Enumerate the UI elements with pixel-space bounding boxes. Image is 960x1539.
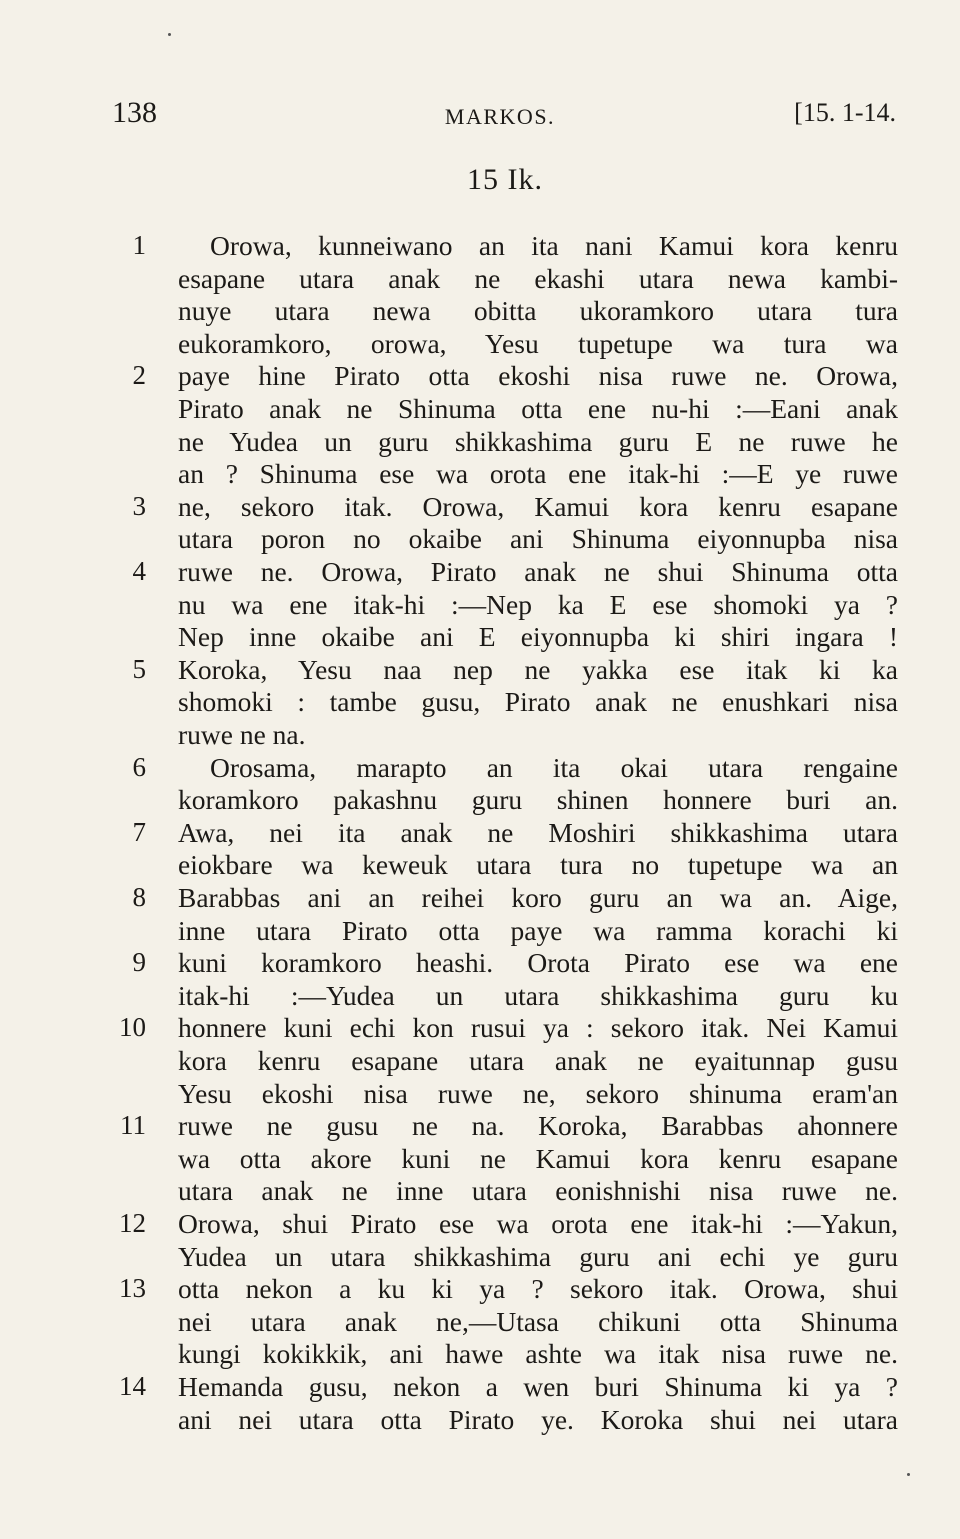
line-text: ruwe ne gusu ne na. Koroka, Barabbas ahonnere: [178, 1110, 898, 1142]
text-line: [0, 229, 960, 262]
line-text: paye hine Pirato otta ekoshi nisa ruwe ne. Orowa,: [178, 360, 898, 392]
line-text: otta nekon a ku ki ya ? sekoro itak. Orowa, shui: [178, 1273, 898, 1305]
verse-number: 13: [119, 1273, 146, 1304]
line-text: wa otta akore kuni ne Kamui kora kenru esapane: [178, 1142, 898, 1174]
line-text: Nep inne okaibe ani E eiyonnupba ki shiri ingara !: [178, 621, 898, 653]
verse-number: 2: [132, 360, 146, 391]
text-line: [0, 1174, 960, 1207]
line-text: ani nei utara otta Pirato ye. Koroka shui nei utara: [178, 1403, 898, 1435]
text-line: [0, 490, 960, 523]
line-text: Awa, nei ita anak ne Moshiri shikkashima utara: [178, 816, 898, 848]
line-text: itak-hi :—Yudea un utara shikkashima guru ku: [178, 979, 898, 1011]
text-line: [0, 294, 960, 327]
book-title: MARKOS.: [444, 104, 556, 129]
text-line: [0, 392, 960, 425]
line-text: shomoki : tambe gusu, Pirato anak ne enushkari nisa: [178, 686, 898, 718]
line-text: kungi kokikkik, ani hawe ashte wa itak nisa ruwe ne.: [178, 1338, 898, 1370]
line-text: Orowa, shui Pirato ese wa orota ene itak-hi :—Yakun,: [178, 1208, 898, 1239]
text-line: [0, 751, 960, 784]
chapter-heading: 15 Ik.: [467, 163, 543, 196]
text-line: [0, 881, 960, 914]
text-line: [0, 1337, 960, 1370]
line-text: ruwe ne na.: [178, 719, 306, 750]
line-text: nu wa ene itak-hi :—Nep ka E ese shomoki ya ?: [178, 588, 898, 620]
margin-speck: [907, 1473, 910, 1476]
verse-number: 12: [119, 1208, 146, 1238]
text-line: [0, 620, 960, 653]
text-line: [0, 979, 960, 1012]
text-line: [0, 522, 960, 555]
line-text: kora kenru esapane utara anak ne eyaitunnap gusu: [178, 1045, 898, 1076]
line-text: Barabbas ani an reihei koro guru an wa an. Aige,: [178, 882, 898, 913]
text-line: [0, 1011, 960, 1044]
line-text: Orowa, kunneiwano an ita nani Kamui kora kenru: [210, 230, 898, 261]
line-text: Yudea un utara shikkashima guru ani echi ye guru: [178, 1240, 898, 1272]
text-line: [0, 359, 960, 392]
text-line: [0, 914, 960, 947]
line-text: honnere kuni echi kon rusui ya : sekoro itak. Nei Kamui: [178, 1012, 898, 1044]
line-text: nuye utara newa obitta ukoramkoro utara tura: [178, 295, 898, 327]
line-text: ruwe ne. Orowa, Pirato anak ne shui Shinuma otta: [178, 556, 898, 587]
line-text: nei utara anak ne,—Utasa chikuni otta Shinuma: [178, 1305, 898, 1337]
text-line: [0, 653, 960, 686]
line-text: Orosama, marapto an ita okai utara rengaine: [210, 751, 898, 783]
line-text: an ? Shinuma ese wa orota ene itak-hi :—E ye ruwe: [178, 458, 898, 490]
text-line: [0, 1044, 960, 1077]
text-line: [0, 946, 960, 979]
text-line: [0, 1109, 960, 1142]
line-text: Koroka, Yesu naa nep ne yakka ese itak ki ka: [178, 653, 898, 685]
verse-number: 14: [119, 1371, 146, 1401]
text-line: [0, 425, 960, 458]
text-line: [0, 327, 960, 360]
text-line: [0, 1370, 960, 1403]
line-text: ne, sekoro itak. Orowa, Kamui kora kenru esapane: [178, 490, 898, 522]
margin-speck: [168, 33, 171, 36]
text-line: [0, 555, 960, 588]
text-line: [0, 1272, 960, 1305]
verse-number: 1: [132, 230, 146, 260]
line-text: esapane utara anak ne ekashi utara newa kambi-: [178, 262, 898, 294]
line-text: ne Yudea un guru shikkashima guru E ne ruwe he: [178, 425, 898, 457]
line-text: utara anak ne inne utara eonishnishi nisa ruwe ne.: [178, 1175, 898, 1207]
text-line: [0, 816, 960, 849]
line-text: Hemanda gusu, nekon a wen buri Shinuma ki ya ?: [178, 1371, 898, 1402]
verse-number: 3: [132, 490, 146, 521]
line-text: utara poron no okaibe ani Shinuma eiyonnupba nisa: [178, 523, 898, 555]
text-line: [0, 718, 960, 751]
verse-number: 6: [132, 751, 146, 782]
line-text: eukoramkoro, orowa, Yesu tupetupe wa tura wa: [178, 327, 898, 359]
verse-number: 4: [132, 556, 146, 586]
text-line: [0, 1077, 960, 1110]
verse-number: 9: [132, 947, 146, 978]
verse-number: 7: [132, 816, 146, 847]
line-text: inne utara Pirato otta paye wa ramma korachi ki: [178, 914, 898, 946]
text-line: [0, 685, 960, 718]
line-text: Yesu ekoshi nisa ruwe ne, sekoro shinuma eram'an: [178, 1077, 898, 1109]
text-line: [0, 1240, 960, 1273]
text-line: [0, 848, 960, 881]
text-line: [0, 1403, 960, 1436]
verse-number: 8: [132, 882, 146, 912]
text-line: [0, 1207, 960, 1240]
text-line: [0, 262, 960, 295]
text-line: [0, 1142, 960, 1175]
line-text: kuni koramkoro heashi. Orota Pirato ese wa ene: [178, 947, 898, 979]
line-text: Pirato anak ne Shinuma otta ene nu-hi :—Eani anak: [178, 393, 898, 424]
line-text: eiokbare wa keweuk utara tura no tupetupe wa an: [178, 849, 898, 881]
text-line: [0, 1305, 960, 1338]
verse-number: 5: [132, 653, 146, 684]
running-head: [0, 96, 960, 136]
verse-number: 11: [120, 1110, 146, 1141]
line-text: koramkoro pakashnu guru shinen honnere buri an.: [178, 784, 898, 816]
page-number: 138: [112, 96, 157, 129]
verse-number: 10: [119, 1012, 146, 1043]
text-line: [0, 783, 960, 816]
chapter-range: [15. 1-14.: [794, 98, 896, 127]
text-line: [0, 588, 960, 621]
text-line: [0, 457, 960, 490]
